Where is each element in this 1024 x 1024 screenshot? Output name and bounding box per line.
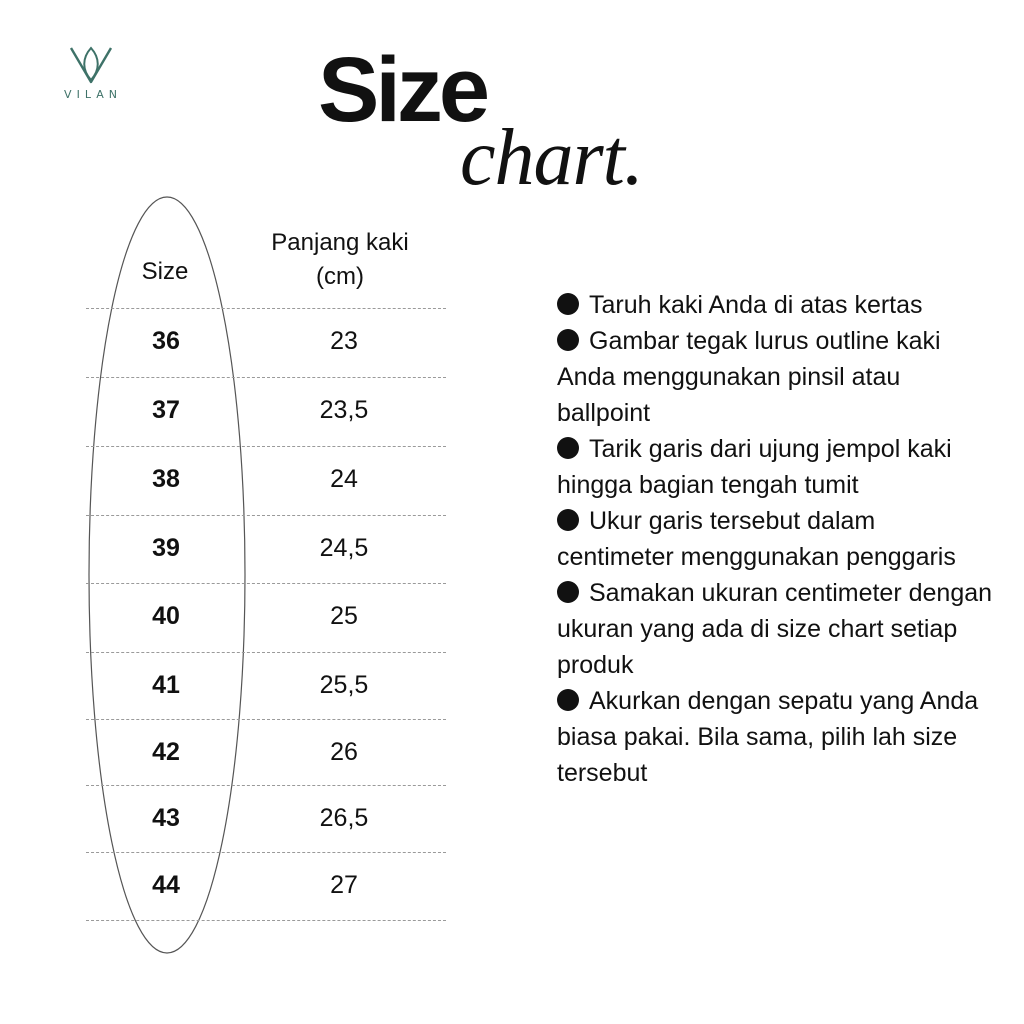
table-row <box>86 652 446 720</box>
size-cell: 40 <box>152 602 180 630</box>
row-divider <box>86 920 446 921</box>
table-row <box>86 719 446 787</box>
instruction-item <box>557 683 997 791</box>
size-cell: 38 <box>152 465 180 493</box>
size-cell: 43 <box>152 804 180 832</box>
length-cell: 23 <box>330 327 358 355</box>
measuring-instructions <box>557 287 997 791</box>
instruction-text: Ukur garis tersebut dalam centimeter menggunakan penggaris <box>557 507 956 571</box>
bullet-icon <box>557 329 579 351</box>
size-cell: 42 <box>152 738 180 766</box>
instruction-text: Taruh kaki Anda di atas kertas <box>589 291 923 319</box>
leaf-v-logo-icon <box>68 44 114 84</box>
table-row <box>86 308 446 376</box>
brand-logo <box>56 44 126 101</box>
length-cell: 26,5 <box>319 804 369 832</box>
size-cell: 39 <box>152 534 180 562</box>
page-title: Size <box>318 39 487 141</box>
length-cell: 25 <box>330 602 358 630</box>
instruction-item <box>557 503 997 575</box>
instruction-item <box>557 431 997 503</box>
bullet-icon <box>557 437 579 459</box>
brand-name: VILAN <box>64 88 122 101</box>
table-row <box>86 515 446 583</box>
size-cell: 36 <box>152 327 180 355</box>
table-row <box>86 377 446 445</box>
instruction-item <box>557 323 997 431</box>
length-cell: 26 <box>330 738 358 766</box>
bullet-icon <box>557 689 579 711</box>
length-cell: 23,5 <box>319 396 369 424</box>
table-row <box>86 446 446 514</box>
bullet-icon <box>557 581 579 603</box>
table-row <box>86 583 446 651</box>
page-title-script: chart. <box>460 114 643 202</box>
bullet-icon <box>557 293 579 315</box>
length-cell: 27 <box>330 871 358 899</box>
length-cell: 25,5 <box>319 671 369 699</box>
size-cell: 37 <box>152 396 180 424</box>
instruction-text: Tarik garis dari ujung jempol kaki hingga bagian tengah tumit <box>557 435 952 499</box>
table-row <box>86 852 446 920</box>
size-cell: 44 <box>152 871 180 899</box>
instruction-text: Akurkan dengan sepatu yang Anda biasa pakai. Bila sama, pilih lah size tersebut <box>557 687 979 787</box>
bullet-icon <box>557 509 579 531</box>
instruction-text: Gambar tegak lurus outline kaki Anda menggunakan pinsil atau ballpoint <box>557 327 941 427</box>
length-column-header: Panjang kaki (cm) <box>271 229 409 290</box>
length-cell: 24 <box>330 465 358 493</box>
size-column-header: Size <box>141 258 189 285</box>
table-row <box>86 785 446 853</box>
size-cell: 41 <box>152 671 180 699</box>
instruction-item <box>557 575 997 683</box>
length-cell: 24,5 <box>319 534 369 562</box>
instruction-item <box>557 287 997 323</box>
instruction-text: Samakan ukuran centimeter dengan ukuran yang ada di size chart setiap produk <box>557 579 993 679</box>
